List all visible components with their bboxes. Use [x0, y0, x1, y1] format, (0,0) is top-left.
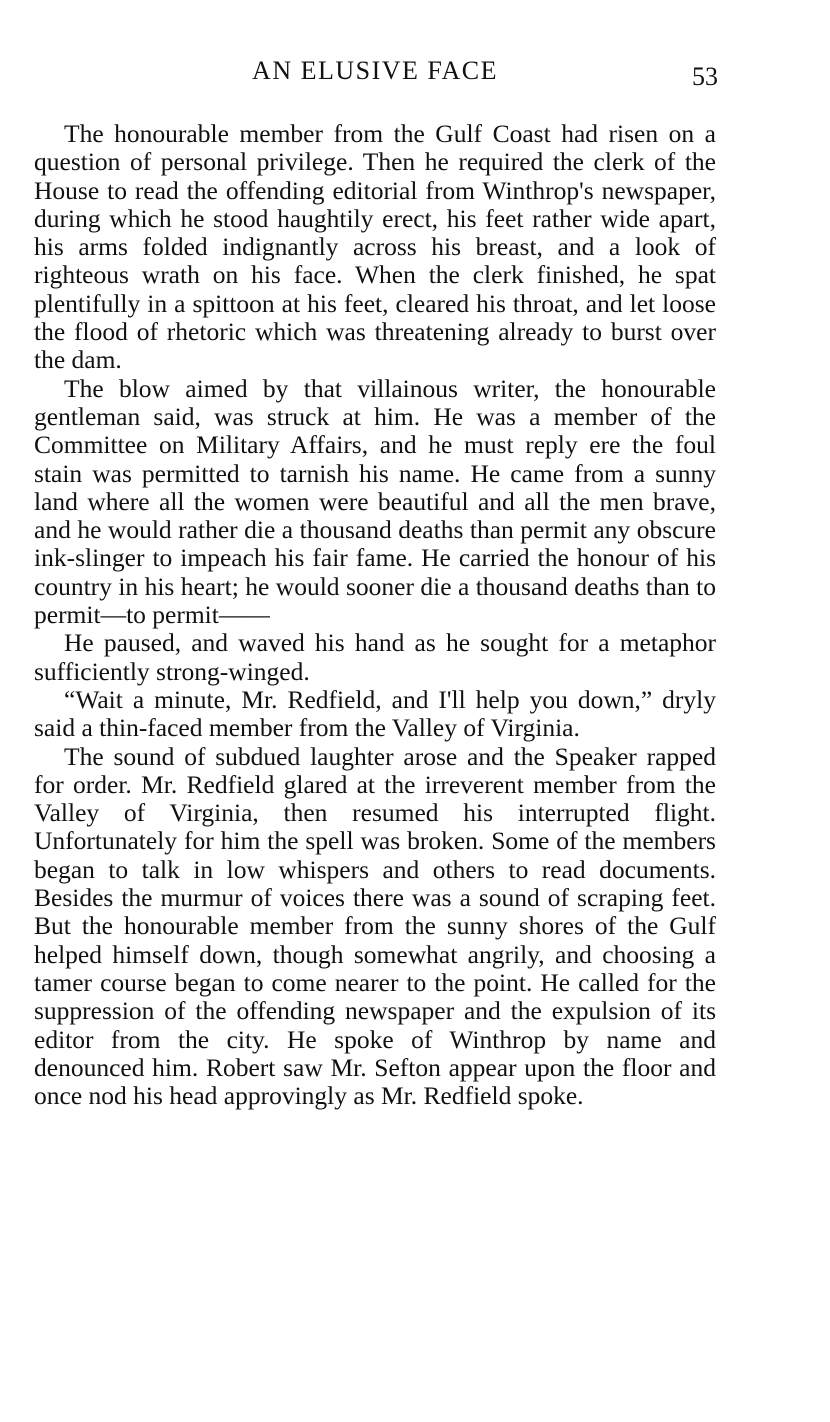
page-number: 53 [692, 62, 718, 91]
body-text [34, 120, 716, 1110]
running-head [34, 56, 716, 96]
paragraph: The sound of subdued laughter arose and the Speaker rapped for order. Mr. Redfield glared at the irreverent member from the Valley of Virginia, then resumed his interrupted flight. Unfortunately for him the spell was broken. Some of the members began to talk in low whispers and others to read documents. Besides the murmur of voices there was a sound of scraping feet. But the honourable member from the sunny shores of the Gulf helped himself down, though somewhat angrily, and choosing a tamer course began to come nearer to the point. He called for the suppression of the offending newspaper and the expulsion of its editor from the city. He spoke of Winthrop by name and denounced him. Robert saw Mr. Sefton appear upon the floor and once nod his head approvingly as Mr. Redfield spoke. [34, 741, 716, 1111]
paragraph: “Wait a minute, Mr. Redfield, and I'll help you down,” dryly said a thin-faced member from the Valley of Virginia. [34, 684, 716, 743]
paragraph: The honourable member from the Gulf Coast had risen on a question of personal privilege. Then he required the clerk of the House to read the offending editorial from Winthrop's newspaper, during which he stood haughtily erect, his feet rather wide apart, his arms folded indignantly across his breast, and a look of righteous wrath on his face. When the clerk finished, he spat plentifully in a spittoon at his feet, cleared his throat, and let loose the flood of rhetoric which was threatening already to burst over the dam. [34, 119, 716, 375]
paragraph: He paused, and waved his hand as he sought for a metaphor sufficiently strong-winged. [34, 628, 716, 686]
running-title: AN ELUSIVE FACE [252, 56, 498, 85]
paragraph: The blow aimed by that villainous writer, the honourable gentleman said, was struck at him. He was a member of the Committee on Military Affairs, and he must reply ere the foul stain was permitted to tarnish his name. He came from a sunny land where all the women were beautiful and all the men brave, and he would rather die a thousand deaths than permit any obscure ink-slinger to impeach his fair fame. He carried the honour of his country in his heart; he would sooner die a thousand deaths than to permit—to permit—— [34, 373, 716, 630]
